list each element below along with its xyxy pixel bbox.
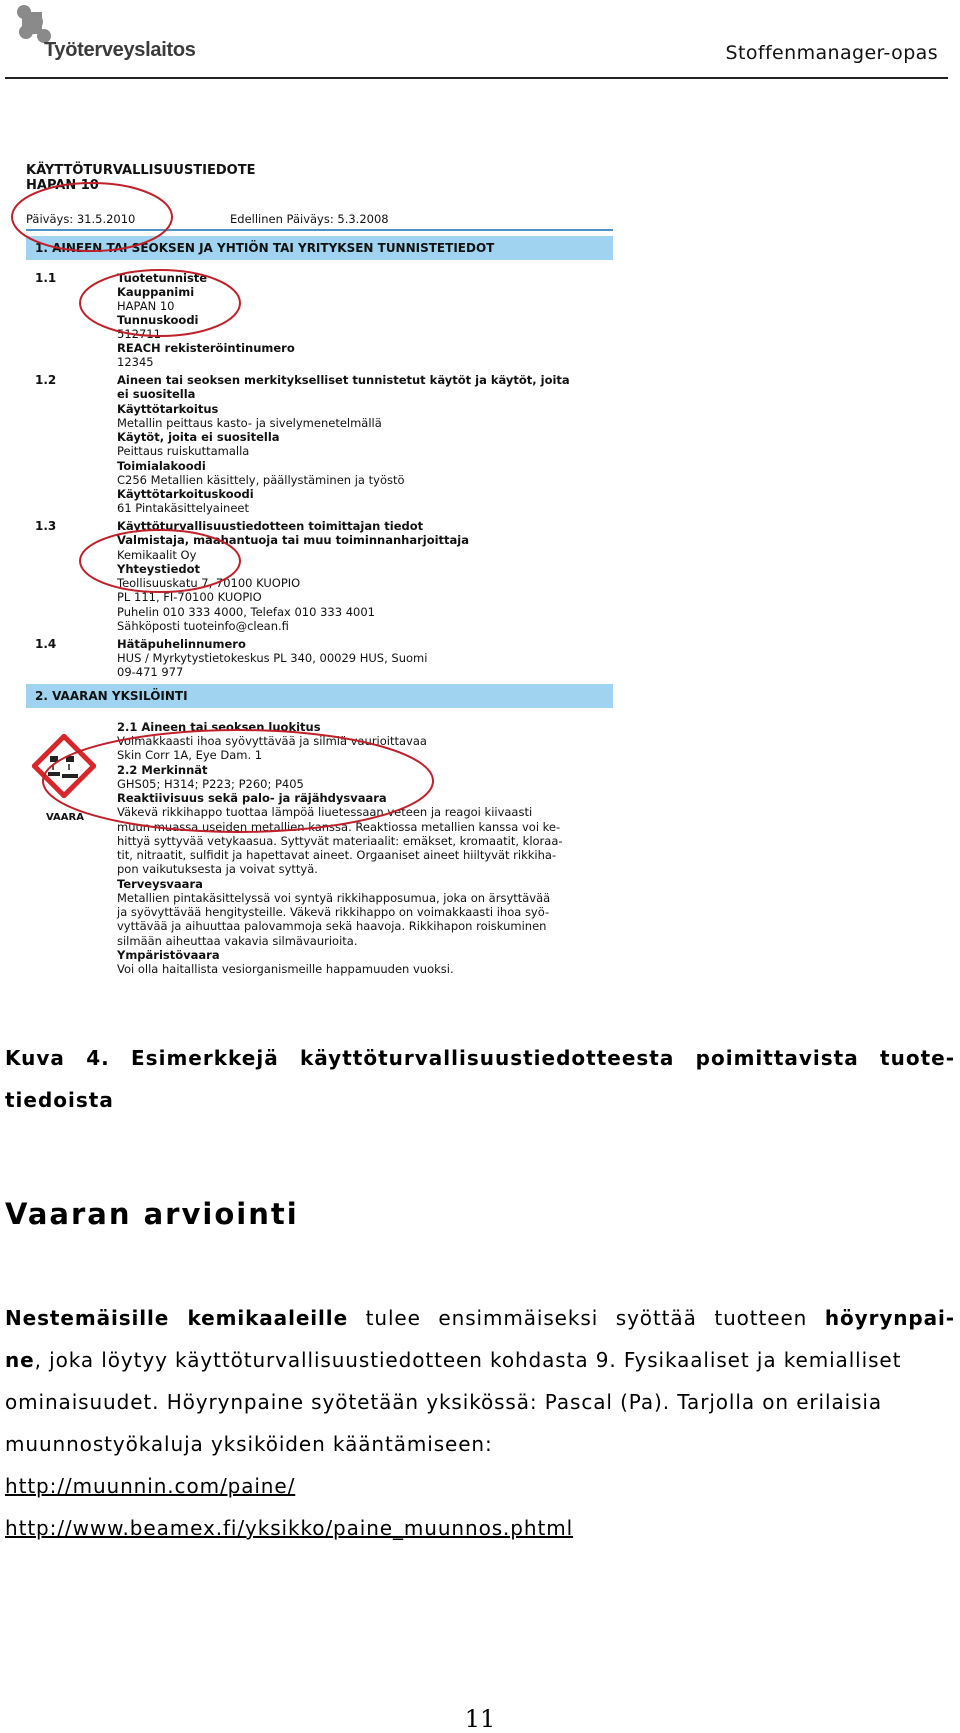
sds-line: Käytöt, joita ei suositella	[117, 430, 280, 444]
paragraph-bold-term: höyrynpai-	[824, 1306, 955, 1330]
sds-figure	[26, 160, 616, 1005]
sds-num-1-1: 1.1	[35, 271, 57, 285]
sds-line: Kauppanimi	[117, 285, 195, 299]
sds-line: Skin Corr 1A, Eye Dam. 1	[117, 748, 263, 762]
section-heading: Vaaran arviointi	[5, 1197, 299, 1231]
sds-line: C256 Metallien käsittely, päällystäminen ja työstö	[117, 473, 405, 487]
sds-line: 2.1 Aineen tai seoksen luokitus	[117, 720, 321, 734]
paragraph-line-1	[5, 1306, 955, 1330]
sds-line: 09-471 977	[117, 665, 184, 679]
sds-line: ei suositella	[117, 387, 196, 401]
sds-section-2-bar	[26, 684, 613, 708]
sds-line: Yhteystiedot	[117, 562, 201, 576]
sds-line: Aineen tai seoksen merkitykselliset tunnistetut käytöt ja käytöt, joita	[117, 373, 570, 387]
sds-line: HUS / Myrkytystietokeskus PL 340, 00029 HUS, Suomi	[117, 651, 428, 665]
sds-line: Valmistaja, maahantuoja tai muu toiminnanharjoittaja	[117, 533, 470, 547]
sds-line: hittyä syttyvää vetykaasua. Syttyvät materiaalit: emäkset, kromaatit, kloraa-	[117, 834, 563, 848]
beamex-link[interactable]: http://www.beamex.fi/yksikko/paine_muunnos.phtml	[5, 1516, 574, 1540]
sds-line: 512711	[117, 327, 161, 341]
sds-line: muun muassa useiden metallien kanssa. Reaktiossa metallien kanssa voi ke-	[117, 820, 561, 834]
paragraph-line-4: muunnostyökaluja yksiköiden kääntämiseen:	[5, 1432, 493, 1456]
sds-line: Terveysvaara	[117, 877, 203, 891]
sds-line: Sähköposti tuoteinfo@clean.fi	[117, 619, 289, 633]
sds-line: GHS05; H314; P223; P260; P405	[117, 777, 304, 791]
sds-line: PL 111, FI-70100 KUOPIO	[117, 590, 262, 604]
sds-line: Kemikaalit Oy	[117, 548, 197, 562]
sds-section-2-title: 2. VAARAN YKSILÖINTI	[35, 689, 188, 703]
paragraph-line-2	[5, 1348, 901, 1372]
sds-line: Teollisuuskatu 7, 70100 KUOPIO	[117, 576, 301, 590]
sds-line: vyttävää ja aihuuttaa palovammoja sekä haavoja. Rikkihapon roiskuminen	[117, 919, 547, 933]
logo-text: Työterveyslaitos	[44, 39, 196, 61]
sds-line: Käyttötarkoitus	[117, 402, 219, 416]
sds-line: tit, nitraatit, sulfidit ja hapettavat aineet. Orgaaniset aineet hiiltyvät rikkiha-	[117, 848, 557, 862]
paragraph-bold-start: Nestemäisille kemikaaleille	[5, 1306, 349, 1330]
figure-caption-line-2: tiedoista	[5, 1088, 114, 1112]
sds-line: 2.2 Merkinnät	[117, 763, 208, 777]
sds-line: REACH rekisteröintinumero	[117, 341, 295, 355]
sds-line: Käyttöturvallisuustiedotteen toimittajan tiedot	[117, 519, 424, 533]
sds-line: ja syövyttävää hengitysteille. Väkevä rikkihappo on voimakkaasti ihoa syö-	[117, 905, 550, 919]
sds-line: Väkevä rikkihappo tuottaa lämpöä liuetessaan veteen ja reagoi kiivaasti	[117, 805, 533, 819]
sds-date: Päiväys: 31.5.2010	[26, 212, 136, 226]
sds-line: Metallin peittaus kasto- ja sivelymenetelmällä	[117, 416, 382, 430]
corrosive-hazard-icon	[32, 734, 96, 798]
sds-line: Reaktiivisuus sekä palo- ja räjähdysvaara	[117, 791, 387, 805]
sds-product: HAPAN 10	[26, 178, 99, 193]
sds-line: Voimakkaasti ihoa syövyttävää ja silmiä vaurioittavaa	[117, 734, 427, 748]
sds-num-1-2: 1.2	[35, 373, 57, 387]
paragraph-text: tulee ensimmäiseksi syöttää tuotteen	[348, 1306, 825, 1330]
sds-line: Peittaus ruiskuttamalla	[117, 444, 250, 458]
figure-caption-line-1: Kuva 4. Esimerkkejä käyttöturvallisuustiedotteesta poimittavista tuote-	[5, 1046, 955, 1070]
document-title: Stoffenmanager-opas	[725, 42, 938, 64]
header-divider	[5, 77, 948, 79]
sds-num-1-4: 1.4	[35, 637, 57, 651]
sds-line: Voi olla haitallista vesiorganismeille happamuuden vuoksi.	[117, 962, 454, 976]
sds-line: Hätäpuhelinnumero	[117, 637, 246, 651]
sds-title: KÄYTTÖTURVALLISUUSTIEDOTE	[26, 163, 256, 178]
sds-line: Ympäristövaara	[117, 948, 220, 962]
sds-line: Tunnuskoodi	[117, 313, 199, 327]
sds-line: 12345	[117, 355, 154, 369]
sds-line: HAPAN 10	[117, 299, 175, 313]
sds-line: Metallien pintakäsittelyssä voi syntyä rikkihapposumua, joka on ärsyttävää	[117, 891, 551, 905]
page-number: 11	[464, 1705, 496, 1733]
paragraph-bold-term-end: ne	[5, 1348, 35, 1372]
muunnin-link[interactable]: http://muunnin.com/paine/	[5, 1474, 296, 1498]
paragraph-text: , joka löytyy käyttöturvallisuustiedotteen kohdasta 9. Fysikaaliset ja kemialliset	[34, 1348, 902, 1372]
sds-line: Tuotetunniste	[117, 271, 208, 285]
tyoterveyslaitos-logo	[14, 4, 204, 64]
sds-line: pon vaikutuksesta ja voivat syttyä.	[117, 862, 318, 876]
sds-line: Käyttötarkoituskoodi	[117, 487, 254, 501]
sds-line: Toimialakoodi	[117, 459, 206, 473]
sds-prev-date: Edellinen Päiväys: 5.3.2008	[230, 212, 389, 226]
paragraph-line-3: ominaisuudet. Höyrynpaine syötetään yksikössä: Pascal (Pa). Tarjolla on erilaisia	[5, 1390, 883, 1414]
sds-rule	[26, 229, 613, 231]
sds-line: 61 Pintakäsittelyaineet	[117, 501, 249, 515]
sds-line: silmään aiheuttaa vakavia silmävaurioita.	[117, 934, 358, 948]
sds-line: Puhelin 010 333 4000, Telefax 010 333 4001	[117, 605, 375, 619]
sds-section-1-title: 1. AINEEN TAI SEOKSEN JA YHTIÖN TAI YRITYKSEN TUNNISTETIEDOT	[35, 241, 495, 255]
sds-num-1-3: 1.3	[35, 519, 57, 533]
sds-section-1-bar	[26, 236, 613, 260]
sds-hazard-label: VAARA	[46, 812, 84, 823]
